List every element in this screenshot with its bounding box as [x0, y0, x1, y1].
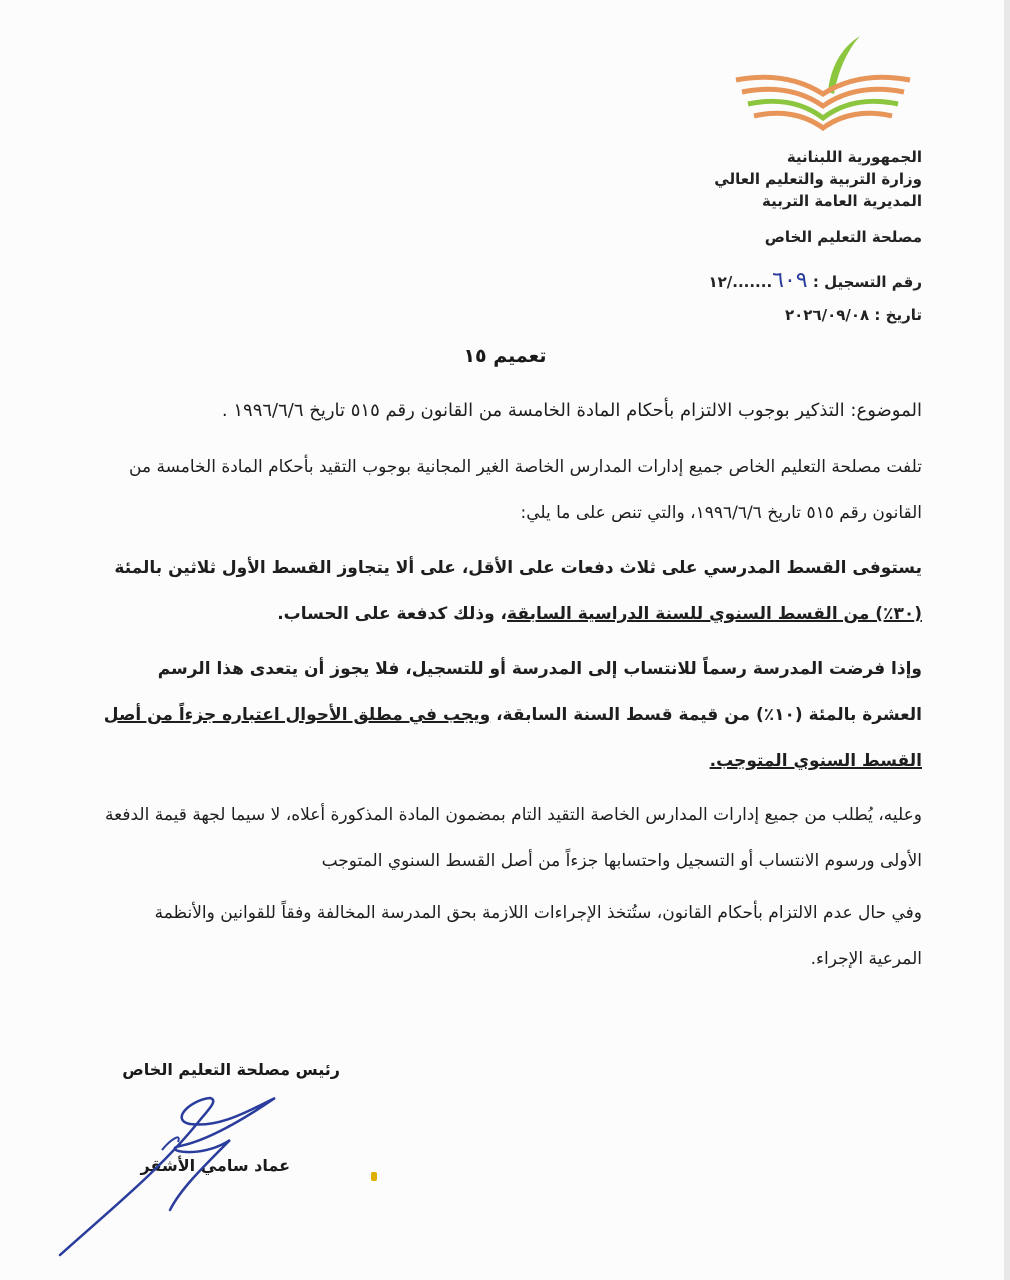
installments-underlined: (٣٠٪) من القسط السنوي للسنة الدراسية السابقة: [507, 604, 922, 624]
circular-title: تعميم ١٥: [463, 345, 547, 367]
date-label: تاريخ :: [874, 306, 922, 324]
handwritten-signature-icon: [50, 1080, 310, 1260]
header-directorate: المديرية العامة التربية: [762, 192, 922, 210]
date-value: ٢٠٢٦/٠٩/٠٨: [784, 306, 870, 324]
registration-label: رقم التسجيل :: [812, 273, 922, 291]
subject-line: الموضوع: التذكير بوجوب الالتزام بأحكام المادة الخامسة من القانون رقم ٥١٥ تاريخ ١٩٩٦/٦/٦ .: [221, 400, 922, 421]
paragraph-registration-fee: [102, 646, 922, 784]
header-ministry: وزارة التربية والتعليم العالي: [714, 170, 922, 188]
signatory-name: عماد سامي الأشقر: [140, 1156, 290, 1175]
registration-fee-text: وإذا فرضت المدرسة رسماً للانتساب إلى المدرسة أو للتسجيل، فلا يجوز أن يتعدى هذا الرسم العشرة بالمئة (١٠٪) من قيمة قسط السنة السابقة،: [157, 659, 922, 725]
header-department: مصلحة التعليم الخاص: [764, 228, 922, 246]
registration-handwritten-number: ٦٠٩: [772, 268, 808, 293]
installments-text: يستوفى القسط المدرسي على ثلاث دفعات على الأقل، على ألا يتجاوز القسط الأول ثلاثين بالمئة: [114, 558, 922, 578]
registration-fee-underlined: ويجب في مطلق الأحوال اعتباره جزءاً من أصل القسط السنوي المتوجب.: [103, 705, 922, 771]
paragraph-request: وعليه، يُطلب من جميع إدارات المدارس الخاصة التقيد التام بمضمون المادة المذكورة أعلاه، لا سيما لجهة قيمة الدفعة الأولى ورسوم الانتساب أو التسجيل واحتسابها جزءاً من أصل القسط السنوي المتوجب: [105, 805, 922, 871]
ministry-logo-icon: [728, 30, 918, 140]
registration-suffix: ......./١٢: [708, 273, 773, 291]
paragraph-penalty: وفي حال عدم الالتزام بأحكام القانون، ستُتخذ الإجراءات اللازمة بحق المدرسة المخالفة وفقاً للقوانين والأنظمة المرعية الإجراء.: [154, 903, 922, 969]
registration-number: [708, 268, 922, 293]
paragraph-intro: تلفت مصلحة التعليم الخاص جميع إدارات المدارس الخاصة الغير المجانية بوجوب التقيد بأحكام المادة الخامسة من القانون رقم ٥١٥ تاريخ ١٩٩٦/٦/٦، والتي تنص على ما يلي:: [129, 457, 922, 523]
signatory-title: رئيس مصلحة التعليم الخاص: [122, 1060, 340, 1079]
page-edge: [1004, 0, 1010, 1280]
header-country: الجمهورية اللبنانية: [786, 148, 922, 166]
paragraph-installments: [102, 545, 922, 637]
installments-end: ، وذلك كدفعة على الحساب.: [277, 604, 508, 624]
yellow-mark: [371, 1172, 377, 1181]
document-date: [785, 306, 922, 324]
